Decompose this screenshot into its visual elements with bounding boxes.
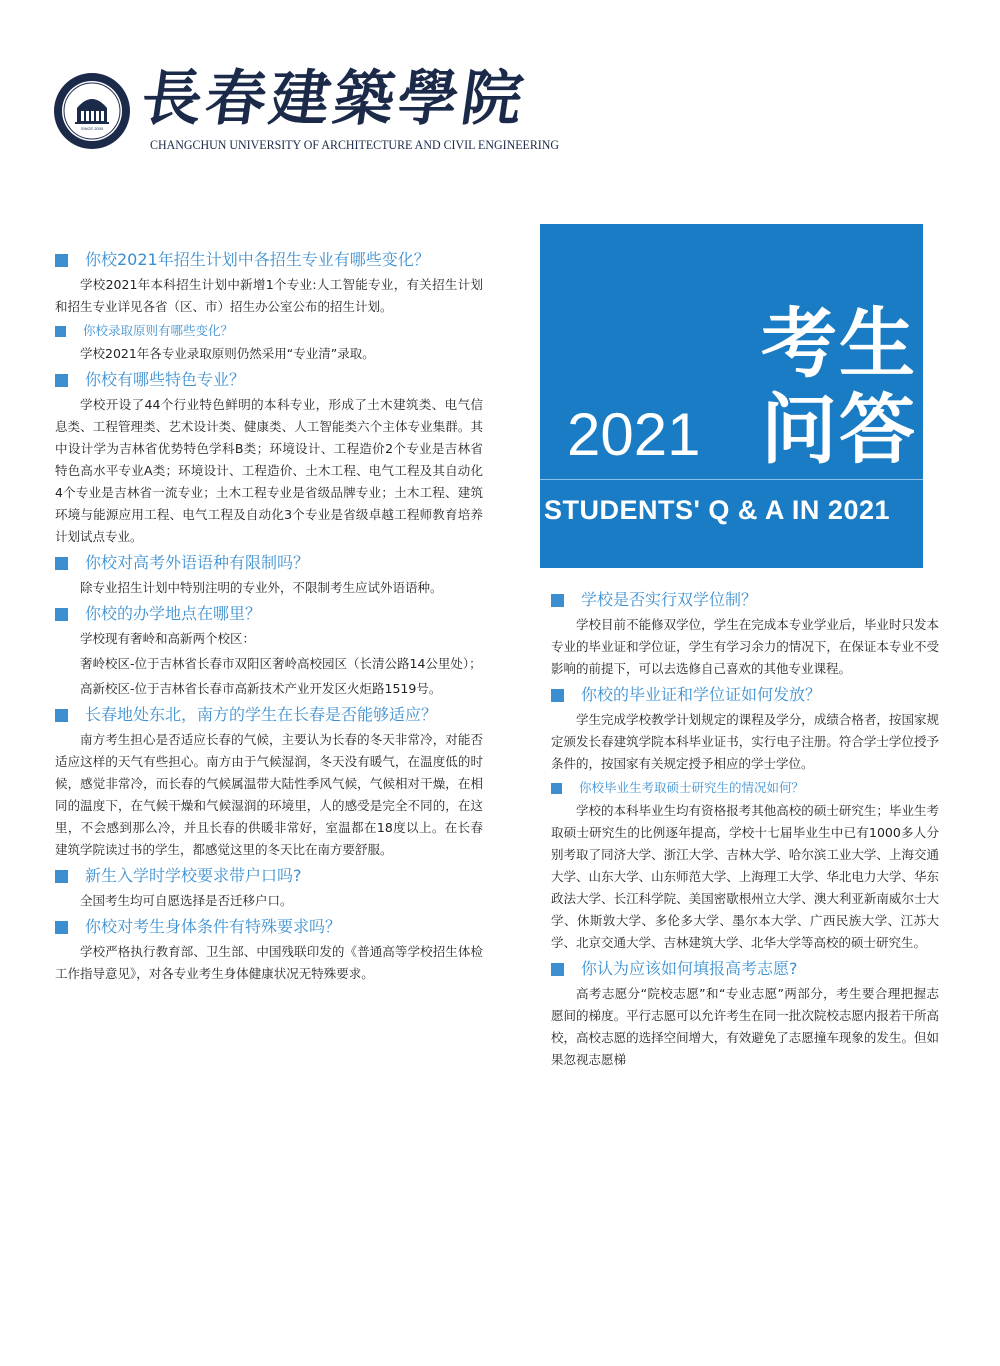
answer-paragraph: 奢岭校区-位于吉林省长春市双阳区奢岭高校园区（长清公路14公里处）； (80, 656, 482, 671)
question-heading (55, 915, 483, 939)
question-text: 你校毕业生考取硕士研究生的情况如何？ (579, 780, 805, 795)
square-bullet-icon (55, 870, 68, 883)
square-bullet-icon (55, 557, 68, 570)
question-heading (551, 588, 939, 612)
answer-paragraph: 学校2021年各专业录取原则仍然采用“专业清”录取。 (80, 346, 375, 361)
title-line-2: 问答 (761, 385, 917, 474)
question-text: 你校的毕业证和学位证如何发放？ (581, 685, 822, 704)
title-english: STUDENTS' Q & A IN 2021 (544, 495, 890, 525)
answer-paragraph: 学校严格执行教育部、卫生部、中国残联印发的《普通高等学校招生体检工作指导意见》，对各专业考生身体健康状况无特殊要求。 (55, 944, 483, 981)
answer-paragraph: 学校的本科毕业生均有资格报考其他高校的硕士研究生；毕业生考取硕士研究生的比例逐年提高，学校十七届毕业生中已有1000多人分别考取了同济大学、浙江大学、吉林大学、哈尔滨工业大学、上海交通大学、山东大学、山东师范大学、上海理工大学、华北电力大学、华东政法大学、长江科学院、美国密歇根州立大学、澳大利亚新南威尔士大学、休斯敦大学、多伦多大学、墨尔本大学、广西民族大学、江苏大学、北京交通大学、吉林建筑大学、北华大学等高校的硕士研究生。 (551, 803, 939, 950)
square-bullet-icon (551, 594, 564, 607)
square-bullet-icon (55, 326, 66, 337)
answer-paragraph: 高新校区-位于吉林省长春市高新技术产业开发区火炬路1519号。 (80, 681, 442, 696)
title-banner (540, 224, 923, 568)
square-bullet-icon (551, 689, 564, 702)
question-text: 新生入学时学校要求带户口吗? (85, 866, 302, 885)
question-heading (55, 248, 483, 272)
answer-paragraph: 南方考生担心是否适应长春的气候，主要认为长春的冬天非常冷，对能否适应这样的天气有些担心。南方由于气候湿润，冬天没有暖气，在温度低的时候，感觉非常冷，而长春的气候属温带大陆性季风气候，气候相对干燥，在相同的温度下，在气候干燥和气候湿润的环境里，人的感受是完全不同的，在这里，不会感到那么冷，并且长春的供暖非常好，室温都在18度以上。在长春建筑学院读过书的学生，都感觉这里的冬天比在南方要舒服。 (55, 732, 483, 857)
university-name-english: CHANGCHUN UNIVERSITY OF ARCHITECTURE AND CIVIL ENGINEERING (150, 137, 560, 152)
square-bullet-icon (55, 709, 68, 722)
answer-paragraph: 学校现有奢岭和高新两个校区： (80, 631, 256, 646)
question-text: 你校的办学地点在哪里？ (85, 604, 262, 623)
question-heading (551, 957, 939, 981)
answer-paragraph: 除专业招生计划中特别注明的专业外，不限制考生应试外语语种。 (80, 580, 443, 595)
university-seal-logo (53, 72, 131, 150)
question-text: 你认为应该如何填报高考志愿? (581, 959, 798, 978)
question-text: 你校2021年招生计划中各招生专业有哪些变化？ (85, 250, 430, 269)
question-text: 学校是否实行双学位制？ (581, 590, 758, 609)
question-text: 你校录取原则有哪些变化？ (83, 323, 234, 338)
left-qa-column (55, 246, 483, 988)
title-year: 2021 (567, 401, 701, 468)
square-bullet-icon (55, 921, 68, 934)
question-heading (55, 368, 483, 392)
square-bullet-icon (551, 963, 564, 976)
title-divider (540, 479, 923, 480)
question-heading (551, 683, 939, 707)
svg-text:SINCE 2000: SINCE 2000 (80, 126, 104, 131)
question-heading (55, 864, 483, 888)
square-bullet-icon (55, 608, 68, 621)
square-bullet-icon (55, 374, 68, 387)
question-text: 你校对高考外语语种有限制吗？ (85, 553, 310, 572)
title-line-1: 考生 (761, 299, 917, 388)
question-heading (55, 551, 483, 575)
answer-paragraph: 全国考生均可自愿选择是否迁移户口。 (80, 893, 293, 908)
question-heading (551, 778, 939, 798)
question-heading (55, 321, 483, 341)
answer-paragraph: 学校开设了44个行业特色鲜明的本科专业，形成了土木建筑类、电气信息类、工程管理类、艺术设计类、健康类、人工智能类六个主体专业集群。其中设计学为吉林省优势特色学科B类；环境设计、工程造价2个专业是吉林省特色高水平专业A类；环境设计、工程造价、土木工程、电气工程及其自动化4个专业是吉林省一流专业；土木工程专业是省级品牌专业；土木工程、建筑环境与能源应用工程、电气工程及自动化3个专业是省级卓越工程师教育培养计划试点专业。 (55, 397, 483, 544)
answer-paragraph: 学生完成学校教学计划规定的课程及学分，成绩合格者，按国家规定颁发长春建筑学院本科毕业证书，实行电子注册。符合学士学位授予条件的，按国家有关规定授予相应的学士学位。 (551, 712, 939, 771)
answer-paragraph: 学校目前不能修双学位，学生在完成本专业学业后，毕业时只发本专业的毕业证和学位证，学生有学习余力的情况下，在保证本专业不受影响的前提下，可以去选修自己喜欢的其他专业课程。 (551, 617, 939, 676)
university-name-chinese: 長春建築學院 (137, 64, 531, 134)
square-bullet-icon (551, 783, 562, 794)
question-text: 长春地处东北，南方的学生在长春是否能够适应？ (85, 705, 438, 724)
square-bullet-icon (55, 254, 68, 267)
question-text: 你校有哪些特色专业？ (85, 370, 246, 389)
question-text: 你校对考生身体条件有特殊要求吗？ (85, 917, 342, 936)
right-qa-column (551, 586, 939, 1074)
question-heading (55, 703, 483, 727)
answer-paragraph: 学校2021年本科招生计划中新增1个专业:人工智能专业，有关招生计划和招生专业详见各省（区、市）招生办公室公布的招生计划。 (55, 277, 483, 314)
answer-paragraph: 高考志愿分“院校志愿”和“专业志愿”两部分，考生要合理把握志愿间的梯度。平行志愿可以允许考生在同一批次院校志愿内报若干所高校，高校志愿的选择空间增大，有效避免了志愿撞车现象的发生。但如果忽视志愿梯 (551, 986, 939, 1067)
question-heading (55, 602, 483, 626)
